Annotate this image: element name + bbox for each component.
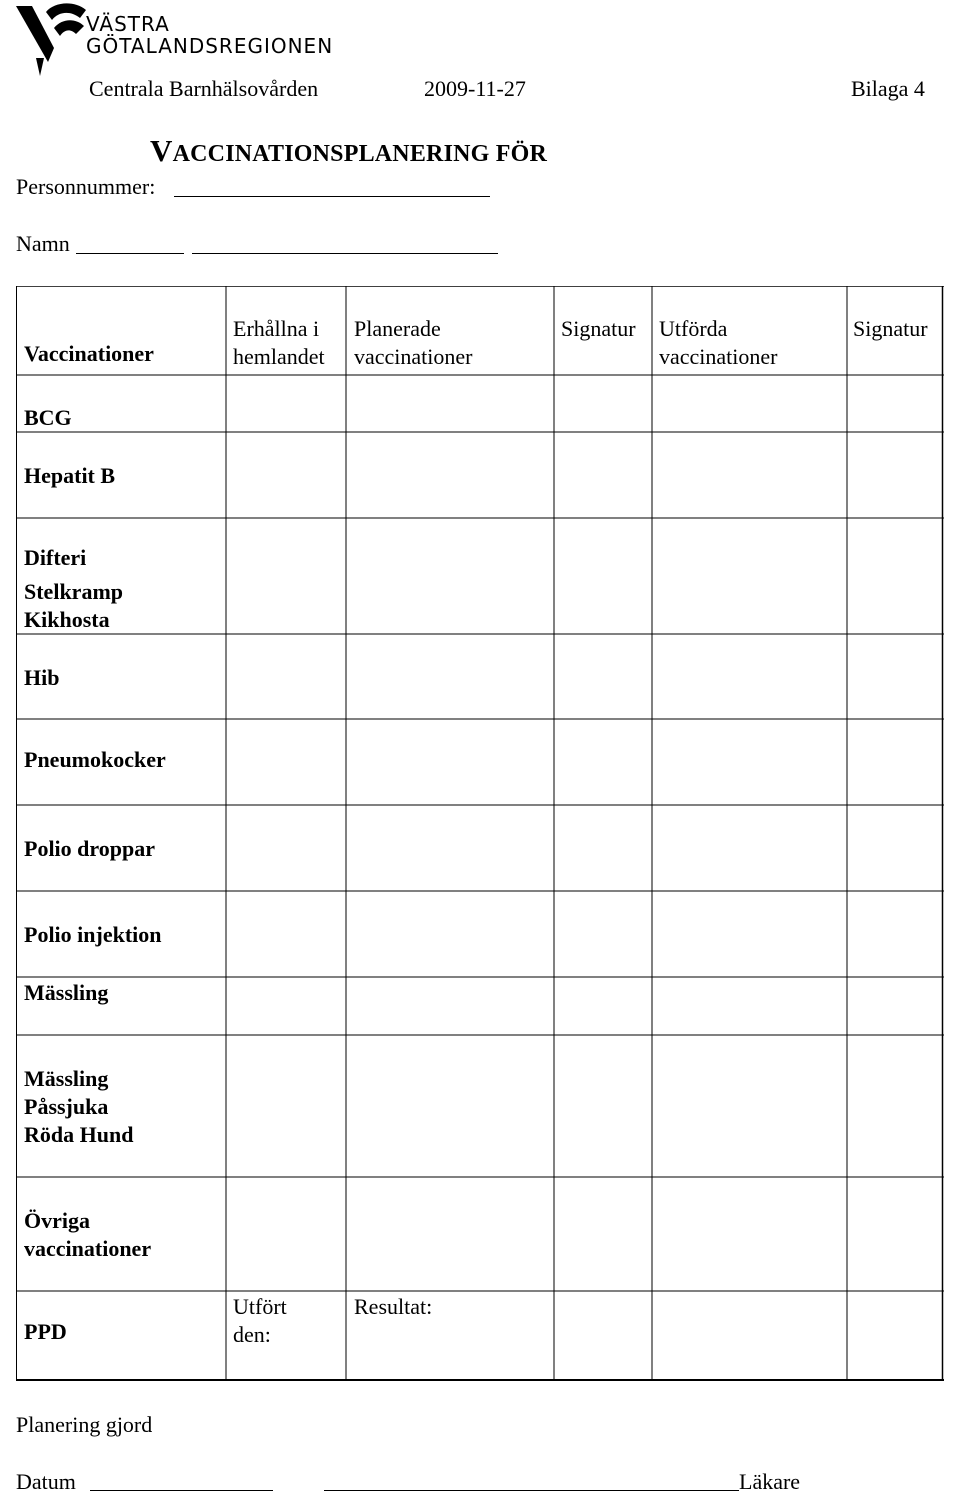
- header-planerade-line2: vaccinationer: [354, 344, 473, 369]
- personnummer-label: Personnummer:: [16, 174, 156, 199]
- namn-label: Namn: [16, 231, 70, 256]
- header-signatur-2: Signatur: [853, 316, 928, 341]
- table-grid: [16, 286, 944, 1381]
- row-label-polio-injektion: Polio injektion: [24, 922, 162, 947]
- title-rest: ACCINATIONSPLANERING FÖR: [172, 141, 547, 167]
- row-label-hepatit-b: Hepatit B: [24, 463, 116, 488]
- row-label-mpr-line3: Röda Hund: [24, 1122, 134, 1147]
- title-initial: V: [150, 133, 173, 168]
- logo-line-2: GÖTALANDSREGIONEN: [86, 34, 334, 58]
- vgr-logo-mark: [14, 2, 94, 78]
- row-label-kikhosta: Kikhosta: [24, 607, 110, 632]
- lakare-signature-line[interactable]: [324, 1490, 739, 1491]
- row-label-massling: Mässling: [24, 980, 109, 1005]
- header-erhallna-line1: Erhållna i: [233, 316, 320, 341]
- row-label-polio-droppar: Polio droppar: [24, 836, 156, 861]
- header-utforda-line2: vaccinationer: [659, 344, 778, 369]
- header-vaccinationer: Vaccinationer: [24, 341, 154, 366]
- header-erhallna-line2: hemlandet: [233, 344, 325, 369]
- row-label-hib: Hib: [24, 665, 60, 690]
- lakare-label: Läkare: [739, 1469, 801, 1494]
- row-label-stelkramp: Stelkramp: [24, 579, 123, 604]
- namn-line-2[interactable]: [192, 253, 498, 254]
- row-label-mpr-line1: Mässling: [24, 1066, 109, 1091]
- header-signatur-1: Signatur: [561, 316, 636, 341]
- row-label-mpr-line2: Påssjuka: [24, 1094, 109, 1119]
- ppd-utfort-line1: Utfört: [233, 1294, 287, 1319]
- vaccination-table: [16, 286, 944, 1381]
- row-label-bcg: BCG: [24, 405, 72, 430]
- vgr-logo: [14, 2, 334, 78]
- page-title: [150, 133, 547, 169]
- header-planerade-line1: Planerade: [354, 316, 441, 341]
- department-name: Centrala Barnhälsovården: [89, 76, 319, 101]
- namn-line-1[interactable]: [76, 253, 184, 254]
- document-date: 2009-11-27: [424, 76, 526, 101]
- personnummer-line[interactable]: [174, 196, 490, 197]
- row-label-ppd: PPD: [24, 1319, 67, 1344]
- logo-line-1: VÄSTRA: [86, 12, 170, 36]
- row-label-ovriga-line2: vaccinationer: [24, 1236, 152, 1261]
- header-utforda-line1: Utförda: [659, 316, 728, 341]
- row-label-difteri: Difteri: [24, 545, 87, 570]
- row-label-ovriga-line1: Övriga: [24, 1208, 90, 1233]
- datum-line[interactable]: [90, 1490, 273, 1491]
- attachment-label: Bilaga 4: [851, 76, 925, 101]
- row-label-pneumokocker: Pneumokocker: [24, 747, 166, 772]
- planering-gjord-label: Planering gjord: [16, 1412, 153, 1437]
- ppd-utfort-line2: den:: [233, 1322, 271, 1347]
- datum-label: Datum: [16, 1469, 76, 1494]
- ppd-resultat: Resultat:: [354, 1294, 433, 1319]
